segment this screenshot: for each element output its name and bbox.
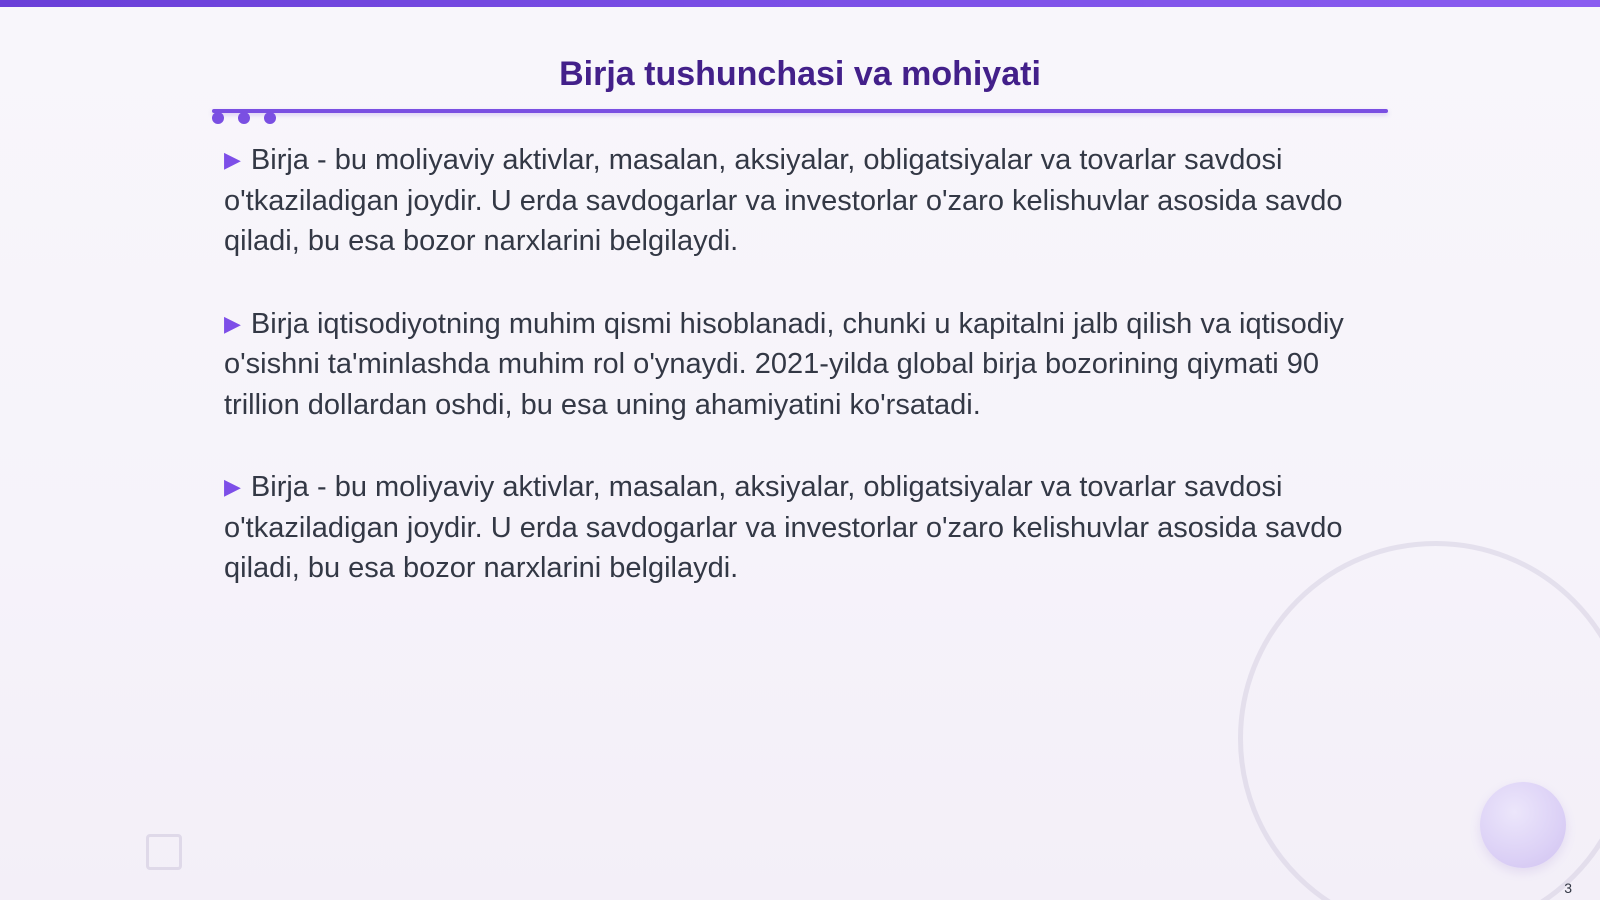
bullet-text: Birja - bu moliyaviy aktivlar, masalan, aksiyalar, obligatsiyalar va tovarlar savdosi o'tkaziladigan joydir. U erda savdogarlar va investorlar o'zaro kelishuvlar asosida savdo qiladi, bu esa bozor narxlarini belgilaydi.	[224, 471, 1343, 584]
slide-title: Birja tushunchasi va mohiyati	[559, 55, 1041, 93]
triangle-bullet-icon: ▶	[224, 474, 241, 499]
dot-icon	[238, 112, 250, 124]
bullet-item	[224, 304, 1374, 426]
page-number: 3	[1564, 880, 1572, 896]
bullet-list	[224, 140, 1374, 631]
top-accent-bar	[0, 0, 1600, 7]
decorative-square	[146, 834, 182, 870]
bullet-text: Birja - bu moliyaviy aktivlar, masalan, aksiyalar, obligatsiyalar va tovarlar savdosi o'tkaziladigan joydir. U erda savdogarlar va investorlar o'zaro kelishuvlar asosida savdo qiladi, bu esa bozor narxlarini belgilaydi.	[224, 144, 1343, 257]
bullet-item	[224, 140, 1374, 262]
decorative-dots	[212, 112, 276, 124]
title-underline	[212, 109, 1388, 113]
decorative-circle	[1480, 782, 1566, 868]
bullet-text: Birja iqtisodiyotning muhim qismi hisoblanadi, chunki u kapitalni jalb qilish va iqtisodiy o'sishni ta'minlashda muhim rol o'ynaydi. 2021-yilda global birja bozorining qiymati 90 trillion dollardan oshdi, bu esa uning ahamiyatini ko'rsatadi.	[224, 307, 1344, 421]
dot-icon	[264, 112, 276, 124]
dot-icon	[212, 112, 224, 124]
bullet-item	[224, 467, 1374, 589]
triangle-bullet-icon: ▶	[224, 310, 241, 336]
triangle-bullet-icon: ▶	[224, 147, 241, 172]
